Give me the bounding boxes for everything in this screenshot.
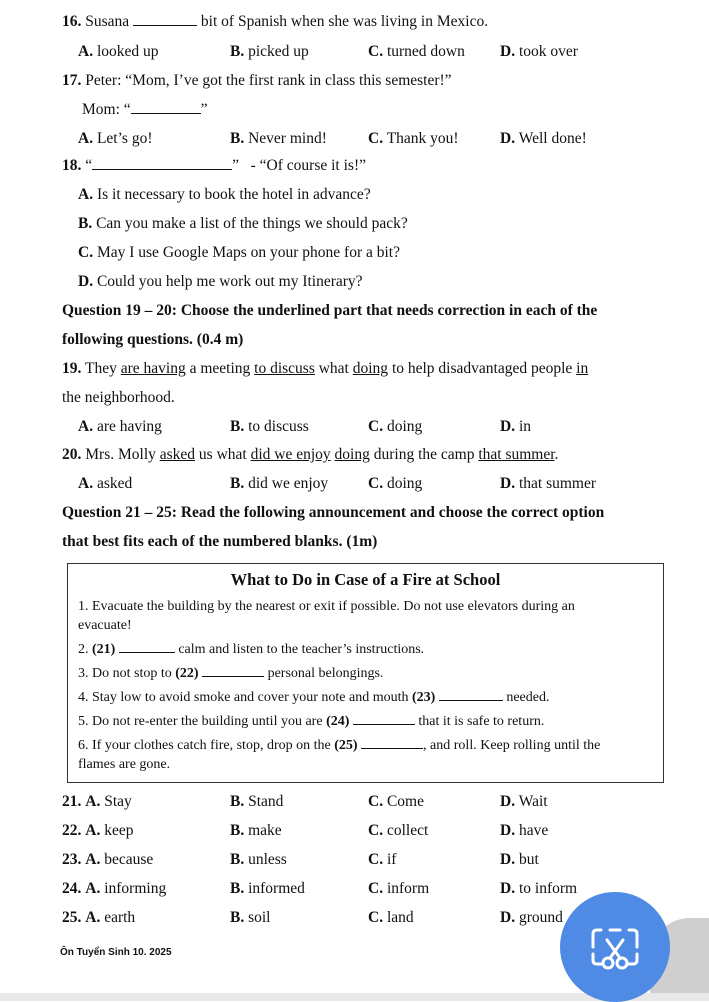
- text: Stand: [248, 793, 284, 810]
- text: , and roll. Keep rolling until the: [423, 738, 601, 753]
- option: [500, 822, 548, 840]
- underlined-part: did we enjoy: [250, 446, 331, 463]
- underlined-part: doing: [334, 446, 370, 463]
- text: personal belongings.: [267, 666, 384, 681]
- notice-line-1-cont: evacuate!: [78, 618, 132, 633]
- label: D.: [500, 851, 516, 868]
- option: [78, 186, 371, 204]
- label: (23): [412, 690, 436, 705]
- notice-line-2: [78, 642, 424, 658]
- underlined-part: are having: [120, 360, 186, 377]
- option: [62, 880, 166, 898]
- option: [500, 851, 539, 869]
- section-heading-19-20-cont: following questions. (0.4 m): [62, 331, 244, 348]
- text: 4. Stay low to avoid smoke and cover your note and mouth: [78, 690, 412, 705]
- notice-line-4: [78, 690, 549, 706]
- text: ”: [200, 101, 208, 118]
- text: Peter: “Mom, I’ve got the first rank in class this semester!”: [85, 72, 452, 89]
- option: [78, 43, 159, 61]
- label: A.: [85, 793, 101, 810]
- blank: [202, 675, 264, 677]
- question-16: [62, 13, 488, 31]
- label: (21): [92, 642, 116, 657]
- option: [78, 130, 152, 148]
- text: “: [85, 157, 93, 174]
- underlined-part: in: [576, 360, 589, 377]
- option: [368, 418, 422, 436]
- text: picked up: [248, 43, 309, 60]
- screenshot-scissors-icon: [560, 892, 670, 1002]
- label: C.: [78, 244, 94, 261]
- notice-line-6: [78, 738, 600, 754]
- notice-title: What to Do in Case of a Fire at School: [230, 570, 501, 589]
- question-19-cont: the neighborhood.: [62, 389, 175, 406]
- text: 19.: [62, 360, 82, 377]
- label: B.: [230, 130, 245, 147]
- text: did we enjoy: [248, 475, 329, 492]
- label: A.: [85, 880, 101, 897]
- option: [62, 793, 132, 811]
- blank: [361, 747, 423, 749]
- text: Susana: [85, 13, 130, 30]
- option: [230, 822, 282, 840]
- text: are having: [96, 418, 162, 435]
- question-20: [62, 446, 558, 464]
- label: (25): [334, 738, 358, 753]
- text: to inform: [518, 880, 578, 897]
- section-heading-21-25: Question 21 – 25: Read the following announcement and choose the correct option: [62, 504, 605, 521]
- notice-line-5: [78, 714, 544, 730]
- text: 5. Do not re-enter the building until you are: [78, 714, 327, 729]
- option: [368, 475, 422, 493]
- label: D.: [500, 475, 516, 492]
- text: 17.: [62, 72, 82, 89]
- label: B.: [230, 475, 245, 492]
- question-19: [62, 360, 588, 378]
- text: soil: [248, 909, 271, 926]
- option: [368, 822, 428, 840]
- q17-mom-line: [82, 101, 208, 119]
- text: during the camp: [369, 446, 479, 463]
- text: Could you help me work out my Itinerary?: [96, 273, 363, 290]
- option: [368, 880, 429, 898]
- label: B.: [230, 43, 245, 60]
- option: [78, 273, 363, 291]
- label: A.: [85, 909, 101, 926]
- label: D.: [500, 793, 516, 810]
- label: 21.: [62, 793, 82, 810]
- label: C.: [368, 822, 384, 839]
- label: (24): [326, 714, 350, 729]
- text: 18.: [62, 157, 82, 174]
- label: D.: [500, 418, 516, 435]
- option: [230, 851, 287, 869]
- label: C.: [368, 130, 384, 147]
- text: needed.: [506, 690, 550, 705]
- text: ground: [518, 909, 563, 926]
- text: Mrs. Molly: [85, 446, 160, 463]
- option: [368, 793, 424, 811]
- label: A.: [78, 130, 94, 147]
- label: B.: [78, 215, 93, 232]
- label: B.: [230, 909, 245, 926]
- text: took over: [518, 43, 578, 60]
- option: [368, 130, 459, 148]
- underlined-part: that summer: [478, 446, 555, 463]
- text: .: [554, 446, 559, 463]
- label: A.: [85, 822, 101, 839]
- text: Come: [386, 793, 424, 810]
- option: [500, 43, 578, 61]
- text: 3. Do not stop to: [78, 666, 176, 681]
- label: D.: [78, 273, 94, 290]
- blank: [119, 651, 175, 653]
- label: 23.: [62, 851, 82, 868]
- text: looked up: [96, 43, 159, 60]
- option: [230, 418, 309, 436]
- label: C.: [368, 851, 384, 868]
- blank: [353, 723, 415, 725]
- text: Mom: “: [82, 101, 131, 118]
- text: a meeting: [185, 360, 255, 377]
- text: that it is safe to return.: [418, 714, 545, 729]
- option: [230, 475, 328, 493]
- label: B.: [230, 851, 245, 868]
- text: Well done!: [518, 130, 587, 147]
- text: 6. If your clothes catch fire, stop, drop on the: [78, 738, 335, 753]
- label: (22): [175, 666, 199, 681]
- underlined-part: to discuss: [254, 360, 315, 377]
- label: C.: [368, 880, 384, 897]
- label: C.: [368, 475, 384, 492]
- text: asked: [96, 475, 133, 492]
- label: 22.: [62, 822, 82, 839]
- label: C.: [368, 909, 384, 926]
- underlined-part: doing: [352, 360, 389, 377]
- text: They: [84, 360, 121, 377]
- text: 16.: [62, 13, 82, 30]
- text: have: [518, 822, 549, 839]
- label: A.: [85, 851, 101, 868]
- text: keep: [104, 822, 134, 839]
- text: earth: [104, 909, 136, 926]
- label: C.: [368, 418, 384, 435]
- text: in: [518, 418, 532, 435]
- text: make: [248, 822, 282, 839]
- label: D.: [500, 822, 516, 839]
- question-17: [62, 72, 452, 90]
- label: A.: [78, 418, 94, 435]
- text: but: [518, 851, 539, 868]
- fire-notice-box: [67, 563, 664, 783]
- option: [500, 909, 563, 927]
- notice-line-3: [78, 666, 383, 682]
- section-heading-21-25-cont: that best fits each of the numbered blanks. (1m): [62, 533, 378, 550]
- label: C.: [368, 43, 384, 60]
- option: [500, 130, 587, 148]
- option: [368, 43, 465, 61]
- text: if: [386, 851, 397, 868]
- notice-line-6-cont: flames are gone.: [78, 757, 171, 772]
- option: [62, 851, 153, 869]
- text: Can you make a list of the things we should pack?: [96, 215, 408, 232]
- option: [368, 851, 396, 869]
- option: [500, 418, 531, 436]
- label: D.: [500, 909, 516, 926]
- blank: [439, 699, 503, 701]
- text: Is it necessary to book the hotel in advance?: [96, 186, 371, 203]
- question-18: [62, 157, 366, 175]
- text: doing: [386, 475, 423, 492]
- text: Never mind!: [248, 130, 327, 147]
- option: [78, 475, 132, 493]
- text: to discuss: [248, 418, 309, 435]
- label: A.: [78, 186, 94, 203]
- text: Wait: [518, 793, 548, 810]
- text: because: [104, 851, 154, 868]
- label: A.: [78, 43, 94, 60]
- text: calm and listen to the teacher’s instructions.: [178, 642, 425, 657]
- text: informing: [104, 880, 167, 897]
- text: us what: [195, 446, 251, 463]
- text: inform: [386, 880, 430, 897]
- label: B.: [230, 418, 245, 435]
- option: [500, 475, 596, 493]
- text: 2.: [78, 642, 92, 657]
- label: B.: [230, 880, 245, 897]
- option: [368, 909, 414, 927]
- label: D.: [500, 130, 516, 147]
- text: Let’s go!: [96, 130, 153, 147]
- option: [78, 215, 408, 233]
- section-heading-19-20: Question 19 – 20: Choose the underlined part that needs correction in each of the: [62, 302, 598, 319]
- text: ” - “Of course it is!”: [232, 157, 366, 174]
- text: unless: [248, 851, 287, 868]
- text: informed: [248, 880, 305, 897]
- blank: [92, 168, 232, 170]
- label: A.: [78, 475, 94, 492]
- label: B.: [230, 822, 245, 839]
- footer-text: Ôn Tuyển Sinh 10. 2025: [60, 947, 172, 958]
- label: B.: [230, 793, 245, 810]
- option: [230, 793, 283, 811]
- text: 20.: [62, 446, 82, 463]
- text: land: [386, 909, 414, 926]
- label: 25.: [62, 909, 82, 926]
- screenshot-button[interactable]: [560, 892, 670, 1002]
- text: that summer: [518, 475, 597, 492]
- option: [62, 909, 135, 927]
- text: to help disadvantaged people: [388, 360, 577, 377]
- blank: [133, 24, 197, 26]
- option: [230, 43, 309, 61]
- option: [230, 130, 327, 148]
- option: [62, 822, 133, 840]
- label: C.: [368, 793, 384, 810]
- blank: [131, 112, 201, 114]
- text: bit of Spanish when she was living in Mexico.: [200, 13, 489, 30]
- text: doing: [386, 418, 423, 435]
- option: [230, 880, 305, 898]
- option: [500, 793, 548, 811]
- text: turned down: [386, 43, 465, 60]
- text: collect: [386, 822, 429, 839]
- text: Stay: [104, 793, 132, 810]
- option: [230, 909, 271, 927]
- label: D.: [500, 43, 516, 60]
- option: [78, 244, 400, 262]
- label: D.: [500, 880, 516, 897]
- notice-line-1: 1. Evacuate the building by the nearest or exit if possible. Do not use elevators during an: [78, 599, 575, 614]
- option: [78, 418, 162, 436]
- text: Thank you!: [386, 130, 459, 147]
- text: May I use Google Maps on your phone for a bit?: [96, 244, 400, 261]
- label: 24.: [62, 880, 82, 897]
- underlined-part: asked: [159, 446, 196, 463]
- text: what: [314, 360, 353, 377]
